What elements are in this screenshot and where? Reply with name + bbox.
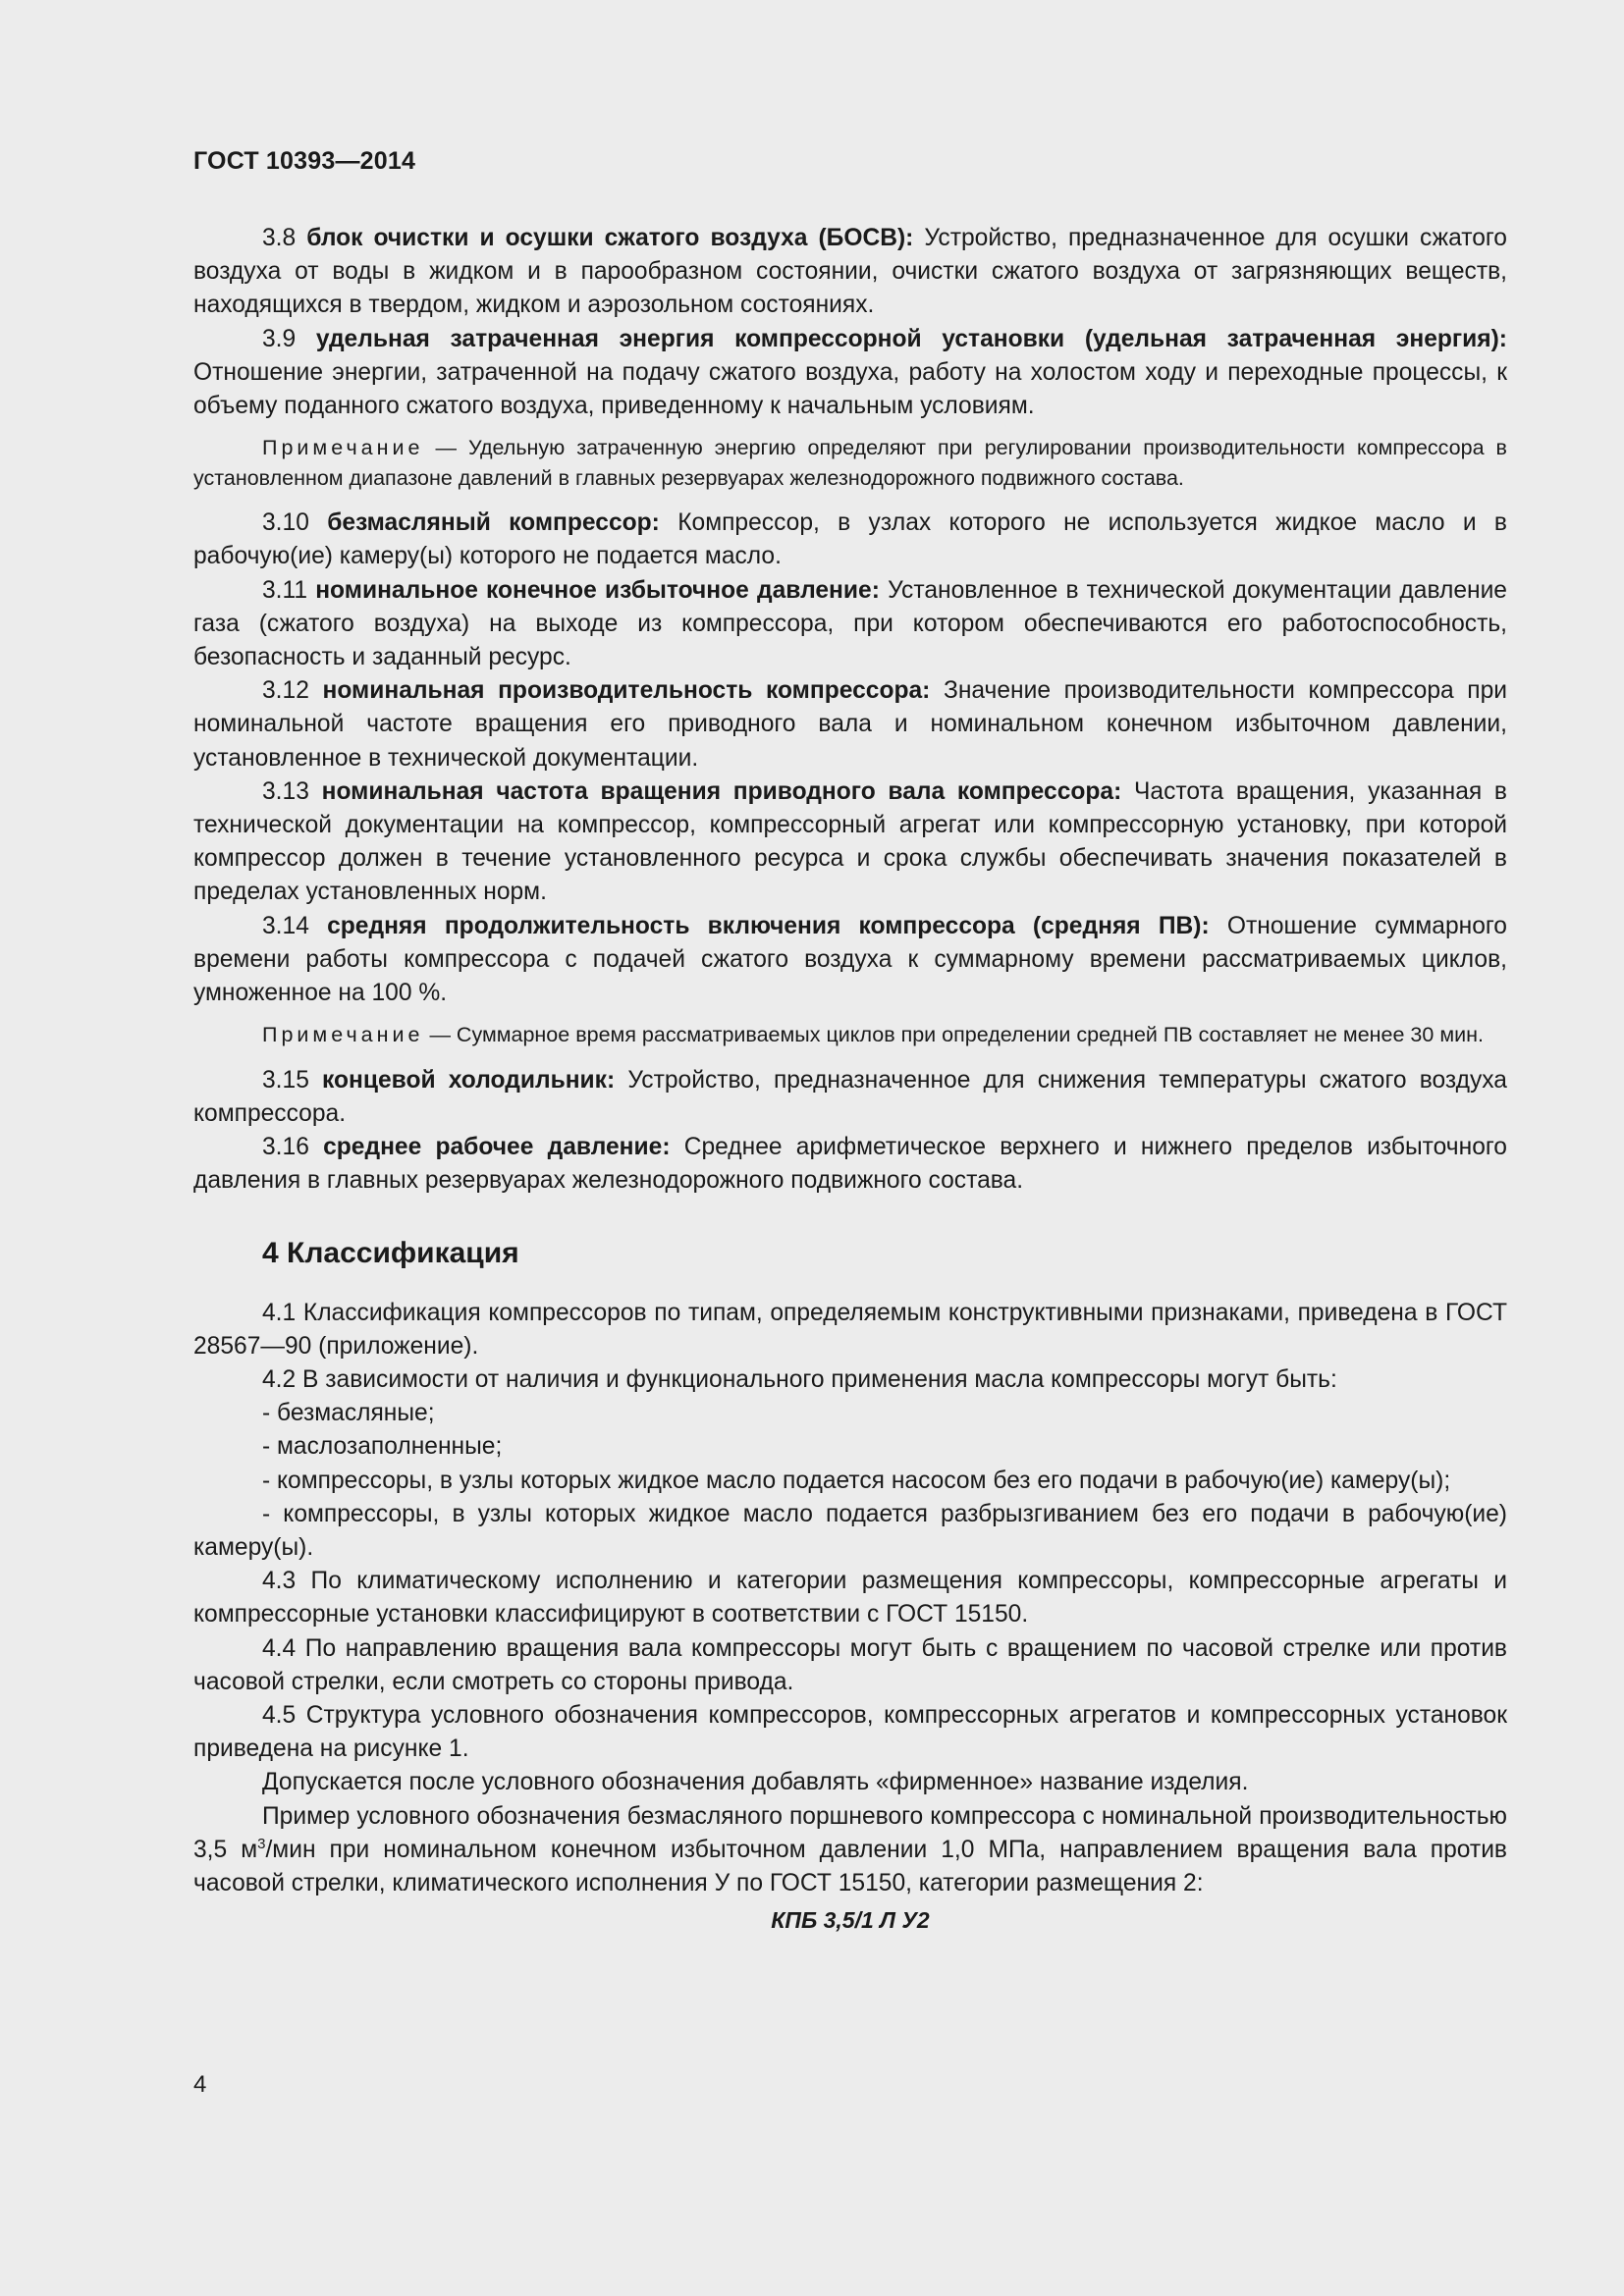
section-item: 4.5 Структура условного обозначения компрессоров, компрессорных агрегатов и компрессорных установок приведена на рисунке 1.	[193, 1702, 1507, 1763]
definition-term: номинальная частота вращения приводного вала компрессора:	[321, 777, 1122, 805]
list-item: - компрессоры, в узлы которых жидкое масло подается насосом без его подачи в рабочую(ие) камеру(ы);	[262, 1467, 1451, 1494]
page-number: 4	[193, 2071, 207, 2098]
definition-text: Значение производительности компрессора при номинальной частоте вращения его приводного вала и номинальном конечном избыточном давлении, установленное в технической документации.	[193, 677, 1507, 772]
section-item: 4.2 В зависимости от наличия и функционального применения масла компрессоры могут быть:	[262, 1365, 1337, 1393]
definition-text: Отношение энергии, затраченной на подачу сжатого воздуха, работу на холостом ходу и переходные процессы, к объему поданного сжатого воздуха, приведенному к начальным условиям.	[193, 358, 1507, 420]
note-text: Удельную затраченную энергию определяют при регулировании производительности компрессора в установленном диапазоне давлений в главных резервуарах железнодорожного подвижного состава.	[193, 436, 1507, 490]
definition-term: среднее рабочее давление:	[323, 1134, 671, 1161]
definition-3-8: 3.8 блок очистки и осушки сжатого воздуха (БОСВ): Устройство, предназначенное для осушки сжатого воздуха от воды в жидком и в парообразном состоянии, очистки сжатого воздуха от загрязняющих веществ, находящихся в твердом, жидком и аэрозольном состояниях.	[193, 225, 1507, 319]
definition-3-14: 3.14 средняя продолжительность включения компрессора (средняя ПВ): Отношение суммарного времени работы компрессора с подачей сжатого воздуха к суммарному времени рассматриваемых циклов, умноженное на 100 %.	[193, 912, 1507, 1007]
definition-3-9: 3.9 удельная затраченная энергия компрессорной установки (удельная затраченная энергия): Отношение энергии, затраченной на подачу сжатого воздуха, работу на холостом ходу и переходные процессы, к объему поданного сжатого воздуха, приведенному к начальным условиям.	[193, 325, 1507, 420]
definition-term: средняя продолжительность включения компрессора (средняя ПВ):	[327, 912, 1210, 939]
definition-text: Частота вращения, указанная в технической документации на компрессор, компрессорный агрегат или компрессорную установку, при которой компрессор должен в течение установленного ресурса и срока службы обеспечивать значения показателей в пределах установленных норм.	[193, 777, 1507, 906]
note-3-14: Примечание — Суммарное время рассматриваемых циклов при определении средней ПВ составляет не менее 30 мин.	[262, 1023, 1484, 1047]
definition-term: номинальное конечное избыточное давление:	[315, 576, 880, 604]
definition-3-15: 3.15 концевой холодильник: Устройство, предназначенное для снижения температуры сжатого воздуха компрессора.	[193, 1066, 1507, 1127]
definition-term: безмасляный компрессор:	[327, 509, 660, 537]
definition-term: номинальная производительность компрессора:	[322, 677, 931, 705]
note-label: Примечание	[262, 436, 424, 460]
note-text: Суммарное время рассматриваемых циклов при определении средней ПВ составляет не менее 30 мин.	[456, 1023, 1484, 1047]
definition-text: Устройство, предназначенное для снижения температуры сжатого воздуха компрессора.	[193, 1066, 1507, 1127]
definition-text: Отношение суммарного времени работы компрессора с подачей сжатого воздуха к суммарному времени рассматриваемых циклов, умноженное на 100 %.	[193, 912, 1507, 1007]
designation-example: Пример условного обозначения безмасляного поршневого компрессора с номинальной производительностью 3,5 $м^3$/мин при номинальном конечном избыточном давлении 1,0 МПа, направлением вращения вала против часовой стрелки, климатического исполнения У по ГОСТ 15150, категории размещения 2:	[193, 1802, 1507, 1897]
section-title: 4 Классификация	[262, 1236, 519, 1269]
list-item: - компрессоры, в узлы которых жидкое масло подается разбрызгиванием без его подачи в рабочую(ие) камеру(ы).	[193, 1500, 1507, 1561]
definition-3-12: 3.12 номинальная производительность компрессора: Значение производительности компрессора при номинальной частоте вращения его приводного вала и номинальном конечном избыточном давлении, установленное в технической документации.	[193, 677, 1507, 772]
definition-3-10: 3.10 безмасляный компрессор: Компрессор, в узлах которого не используется жидкое масло и в рабочую(ие) камеру(ы) которого не подается масло.	[193, 509, 1507, 570]
designation-code: КПБ 3,5/1 Л У2	[771, 1907, 930, 1934]
document-body	[193, 222, 1507, 1936]
definition-term: блок очистки и осушки сжатого воздуха (БОСВ):	[306, 225, 914, 251]
section-item: 4.3 По климатическому исполнению и категории размещения компрессоры, компрессорные агрегаты и компрессорные установки классифицируют в соответствии с ГОСТ 15150.	[193, 1568, 1507, 1629]
definition-text: Установленное в технической документации давление газа (сжатого воздуха) на выходе из компрессора, при котором обеспечиваются его работоспособность, безопасность и заданный ресурс.	[193, 576, 1507, 671]
definition-text: Среднее арифметическое верхнего и нижнего пределов избыточного давления в главных резервуарах железнодорожного подвижного состава.	[193, 1134, 1507, 1195]
definition-text: Устройство, предназначенное для осушки сжатого воздуха от воды в жидком и в парообразном состоянии, очистки сжатого воздуха от загрязняющих веществ, находящихся в твердом, жидком и аэрозольном состояниях.	[193, 225, 1507, 319]
list-item: - маслозаполненные;	[262, 1433, 503, 1461]
definition-term: концевой холодильник:	[322, 1066, 616, 1094]
section-item: Допускается после условного обозначения добавлять «фирменное» название изделия.	[262, 1769, 1249, 1796]
definition-3-16: 3.16 среднее рабочее давление: Среднее арифметическое верхнего и нижнего пределов избыточного давления в главных резервуарах железнодорожного подвижного состава.	[193, 1134, 1507, 1195]
definition-3-13: 3.13 номинальная частота вращения приводного вала компрессора: Частота вращения, указанная в технической документации на компрессор, компрессорный агрегат или компрессорную установку, при которой компрессор должен в течение установленного ресурса и срока службы обеспечивать значения показателей в пределах установленных норм.	[193, 777, 1507, 906]
list-item: - безмасляные;	[262, 1400, 435, 1427]
definition-text: Компрессор, в узлах которого не используется жидкое масло и в рабочую(ие) камеру(ы) которого не подается масло.	[193, 509, 1507, 570]
definition-3-11: 3.11 номинальное конечное избыточное давление: Установленное в технической документации давление газа (сжатого воздуха) на выходе из компрессора, при котором обеспечиваются его работоспособность, безопасность и заданный ресурс.	[193, 576, 1507, 671]
document-header: ГОСТ 10393—2014	[193, 147, 416, 175]
section-item: 4.1 Классификация компрессоров по типам, определяемым конструктивными признаками, приведена в ГОСТ 28567—90 (приложение).	[193, 1299, 1507, 1360]
definition-term: удельная затраченная энергия компрессорной установки (удельная затраченная энергия):	[315, 325, 1507, 352]
note-3-9: Примечание — Удельную затраченную энергию определяют при регулировании производительности компрессора в установленном диапазоне давлений в главных резервуарах железнодорожного подвижного состава.	[193, 436, 1507, 490]
note-label: Примечание	[262, 1023, 424, 1047]
section-item: 4.4 По направлению вращения вала компрессоры могут быть с вращением по часовой стрелке или против часовой стрелки, если смотреть со стороны привода.	[193, 1634, 1507, 1695]
